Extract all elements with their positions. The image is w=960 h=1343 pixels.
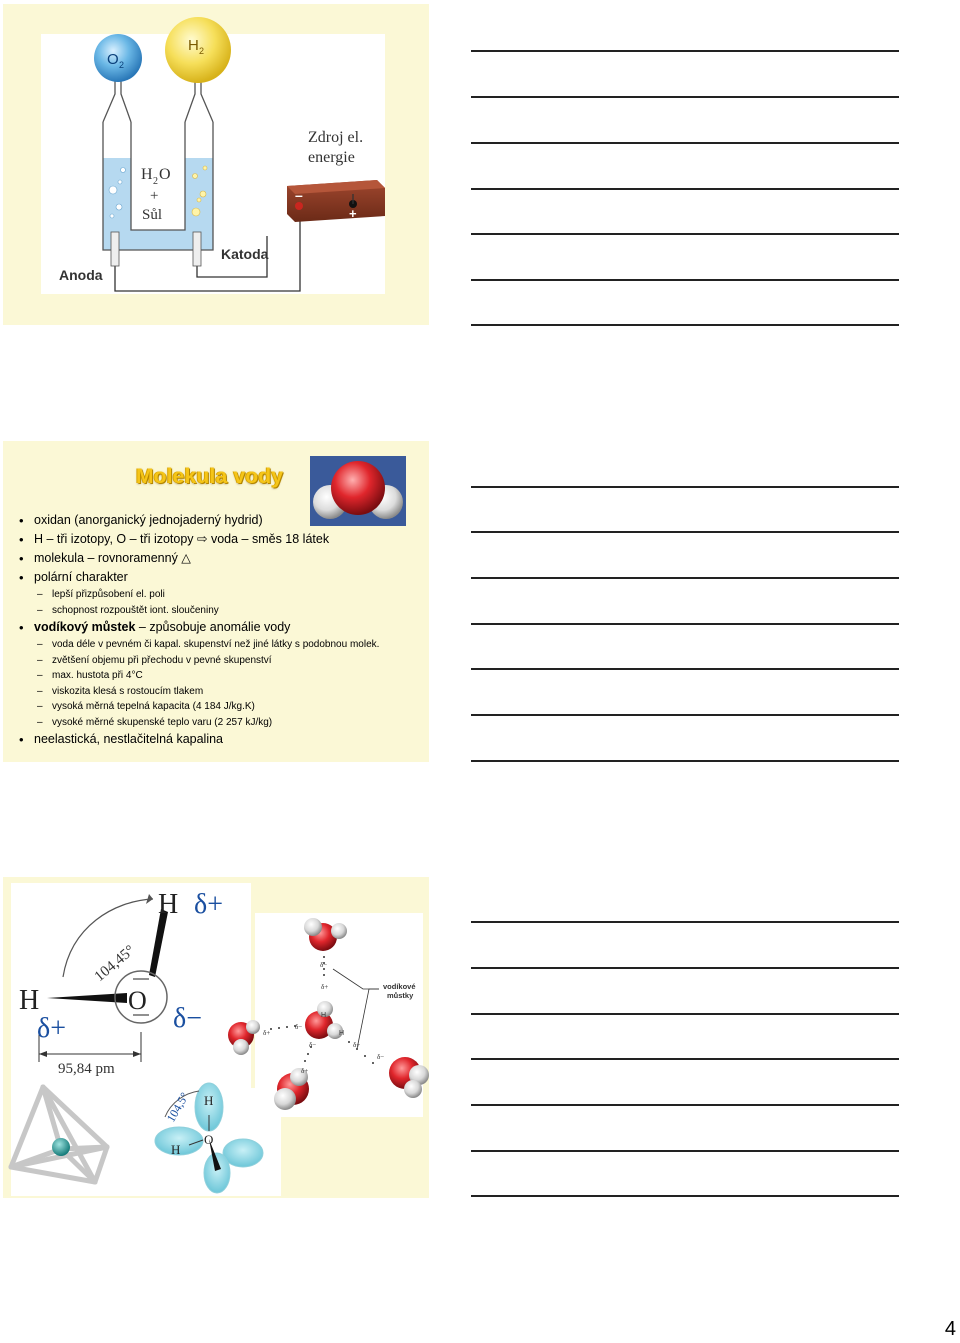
slide-title: Molekula vody <box>136 465 284 488</box>
bullet-item: • neelastická, nestlačitelná kapalina <box>19 730 429 749</box>
molecule-geometry-diagram <box>3 877 429 1198</box>
o2-subscript: 2 <box>119 60 125 70</box>
note-line <box>471 188 899 190</box>
delta-minus-small: δ− <box>309 1041 317 1049</box>
bullet-item <box>19 618 429 637</box>
o2-label: O <box>107 51 119 68</box>
h2o-oxygen: O <box>159 166 171 183</box>
salt-label: Sůl <box>142 207 163 223</box>
delta-plus-small: δ+ <box>353 1041 361 1049</box>
h-atom-top: H <box>158 889 179 920</box>
h-orbital-left: H <box>171 1142 181 1157</box>
delta-plus-top: δ+ <box>194 889 223 920</box>
note-line <box>471 279 899 281</box>
note-line <box>471 531 899 533</box>
hydrogen-bonds-label-line1: vodíkové <box>383 982 416 991</box>
sub-bullet-item: – schopnost rozpouštět iont. sloučeniny <box>19 603 429 619</box>
bullet-bold-term: vodíkový můstek <box>34 620 136 634</box>
delta-minus-small: δ− <box>320 961 328 969</box>
note-line <box>471 967 899 969</box>
sub-bullet-item: – zvětšení objemu při přechodu v pevné skupenství <box>19 653 429 669</box>
h-small: H <box>321 1012 327 1019</box>
battery-plus: + <box>349 206 357 221</box>
sub-bullet-item: – vysoké měrné skupenské teplo varu (2 257 kJ/kg) <box>19 715 429 731</box>
plus-label: + <box>150 188 159 204</box>
note-line <box>471 1104 899 1106</box>
sub-bullet-item: – max. hustota při 4°C <box>19 668 429 684</box>
power-source-line1: Zdroj el. <box>308 129 364 146</box>
note-line <box>471 1195 899 1197</box>
note-line <box>471 714 899 716</box>
bond-angle-label: 104,45° <box>91 942 139 986</box>
bullet-item: • molekula – rovnoramenný △ <box>19 549 429 568</box>
note-line <box>471 1058 899 1060</box>
h-orbital: H <box>204 1093 214 1108</box>
hydrogen-bonds-label-line2: můstky <box>387 991 414 1000</box>
bullet-text: – způsobuje anomálie vody <box>135 620 291 634</box>
page-number: 4 <box>944 1318 956 1340</box>
bond-length-label: 95,84 pm <box>58 1061 115 1077</box>
o-orbital: O <box>204 1132 214 1147</box>
slide-electrolysis <box>3 4 429 325</box>
sub-bullet-item: – viskozita klesá s rostoucím tlakem <box>19 684 429 700</box>
delta-minus: δ− <box>173 1003 202 1034</box>
h2o-subscript: 2 <box>153 176 158 187</box>
h2-subscript: 2 <box>199 46 205 56</box>
slide-molekula-vody <box>3 441 429 762</box>
cathode-label: Katoda <box>221 246 269 262</box>
note-line <box>471 1150 899 1152</box>
note-line <box>471 324 899 326</box>
anode-label: Anoda <box>59 267 103 283</box>
note-line <box>471 142 899 144</box>
note-line <box>471 577 899 579</box>
battery-minus: – <box>295 187 303 203</box>
electrolysis-diagram <box>3 4 429 325</box>
note-line <box>471 486 899 488</box>
bullet-item: • polární charakter <box>19 568 429 587</box>
delta-plus-left: δ+ <box>37 1013 66 1044</box>
note-line <box>471 50 899 52</box>
power-source-line2: energie <box>308 149 355 166</box>
bullet-item: • oxidan (anorganický jednojaderný hydrid) <box>19 511 429 530</box>
bullet-list <box>19 511 429 749</box>
note-line <box>471 96 899 98</box>
delta-minus-small: δ− <box>295 1023 303 1031</box>
note-line <box>471 921 899 923</box>
delta-minus-small: δ− <box>377 1053 385 1061</box>
orbital-angle-label: 104,5° <box>163 1090 192 1125</box>
sub-bullet-item: – lepší přizpůsobení el. poli <box>19 587 429 603</box>
o-atom: O <box>128 986 147 1015</box>
slide-molecule-geometry <box>3 877 429 1198</box>
note-line <box>471 668 899 670</box>
h-small: H <box>339 1030 345 1037</box>
h2o-label: H <box>141 166 153 183</box>
delta-plus-small: δ+ <box>301 1067 309 1075</box>
sub-bullet-item: – vysoká měrná tepelná kapacita (4 184 J/kg.K) <box>19 699 429 715</box>
sub-bullet-item: – voda déle v pevném či kapal. skupenství než jiné látky s podobnou molek. <box>19 637 429 653</box>
h-atom-left: H <box>19 985 40 1016</box>
note-line <box>471 1013 899 1015</box>
delta-plus-small: δ+ <box>263 1029 271 1037</box>
note-line <box>471 760 899 762</box>
delta-plus-small: δ+ <box>321 983 329 991</box>
bullet-item: • H – tři izotopy, O – tři izotopy ⇨ voda – směs 18 látek <box>19 530 429 549</box>
h2-label: H <box>188 37 199 54</box>
note-line <box>471 623 899 625</box>
note-line <box>471 233 899 235</box>
